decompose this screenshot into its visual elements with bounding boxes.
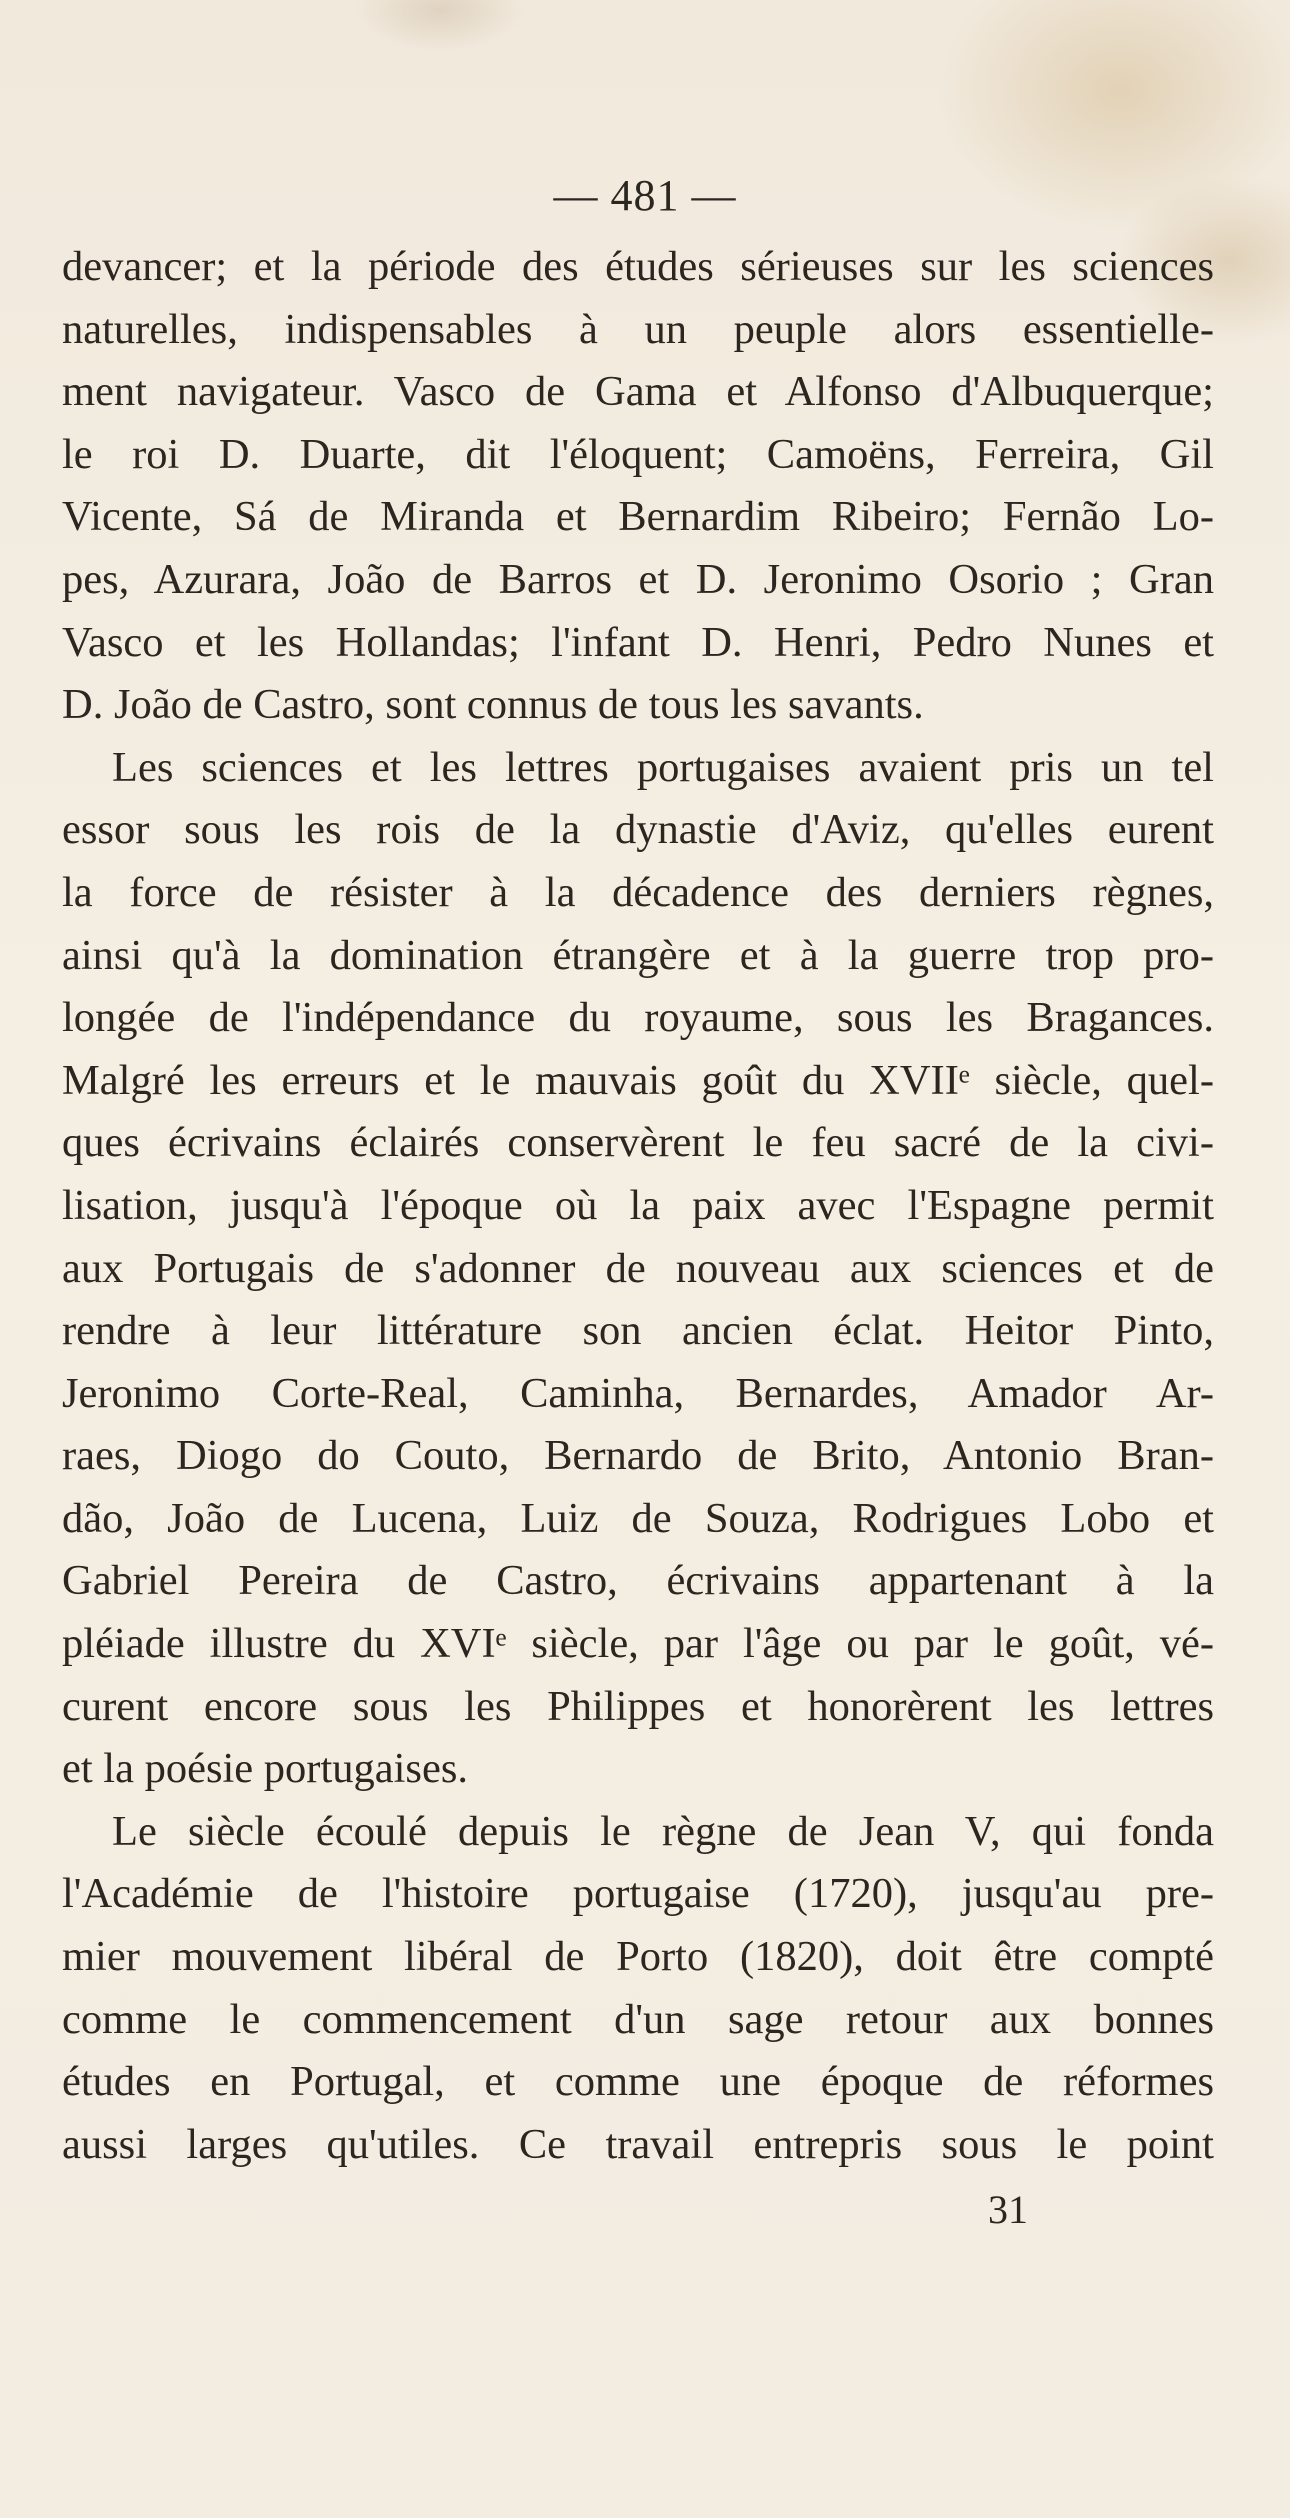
text-line: mier mouvement libéral de Porto (1820), doit être compté [62,1933,1214,1981]
text-line: dão, João de Lucena, Luiz de Souza, Rodrigues Lobo et [62,1494,1214,1542]
text-line: naturelles, indispensables à un peuple alors essentielle- [62,305,1214,353]
text-line: et la poésie portugaises. [62,1745,468,1793]
text-line: aussi larges qu'utiles. Ce travail entrepris sous le point [62,2120,1214,2168]
paragraph-start-line: Les sciences et les lettres portugaises avaient pris un tel [112,743,1214,791]
text-line: Gabriel Pereira de Castro, écrivains appartenant à la [62,1557,1214,1605]
text-line: ques écrivains éclairés conservèrent le feu sacré de la civi- [62,1119,1214,1167]
paragraph-start-line: Le siècle écoulé depuis le règne de Jean V, qui fonda [112,1807,1214,1855]
text-line: Jeronimo Corte-Real, Caminha, Bernardes, Amador Ar- [62,1369,1214,1417]
text-line: Vasco et les Hollandas; l'infant D. Henri, Pedro Nunes et [62,618,1214,666]
text-line: lisation, jusqu'à l'époque où la paix avec l'Espagne permit [62,1181,1214,1229]
text-line: la force de résister à la décadence des derniers règnes, [62,868,1214,916]
text-line: le roi D. Duarte, dit l'éloquent; Camoëns, Ferreira, Gil [62,430,1214,478]
text-line: curent encore sous les Philippes et honorèrent les lettres [62,1682,1214,1730]
text-line: longée de l'indépendance du royaume, sous les Bragances. [62,994,1214,1042]
text-line: devancer; et la période des études sérieuses sur les sciences [62,243,1214,290]
text-line: pes, Azurara, João de Barros et D. Jeronimo Osorio ; Gran [62,555,1214,603]
text-line: raes, Diogo do Couto, Bernardo de Brito, Antonio Bran- [62,1432,1214,1480]
text-line: pléiade illustre du XVIᵉ siècle, par l'âge ou par le goût, vé- [62,1620,1214,1668]
text-line: l'Académie de l'histoire portugaise (1720), jusqu'au pre- [62,1870,1214,1918]
text-line: essor sous les rois de la dynastie d'Aviz, qu'elles eurent [62,806,1214,854]
text-line: rendre à leur littérature son ancien éclat. Heitor Pinto, [62,1307,1214,1355]
text-line: aux Portugais de s'adonner de nouveau aux sciences et de [62,1244,1214,1292]
text-line: comme le commencement d'un sage retour aux bonnes [62,1995,1214,2043]
text-line: Vicente, Sá de Miranda et Bernardim Ribeiro; Fernão Lo- [62,493,1214,541]
text-line: D. João de Castro, sont connus de tous les savants. [62,681,924,729]
text-line: études en Portugal, et comme une époque de réformes [62,2058,1214,2106]
text-line: Malgré les erreurs et le mauvais goût du XVIIᵉ siècle, quel- [62,1056,1214,1104]
signature-mark: 31 [988,2187,1028,2232]
page-number: — 481 — [553,171,737,220]
text-line: ment navigateur. Vasco de Gama et Alfonso d'Albuquerque; [62,368,1214,416]
body-text [62,236,1214,2176]
text-line: ainsi qu'à la domination étrangère et à la guerre trop pro- [62,931,1214,979]
